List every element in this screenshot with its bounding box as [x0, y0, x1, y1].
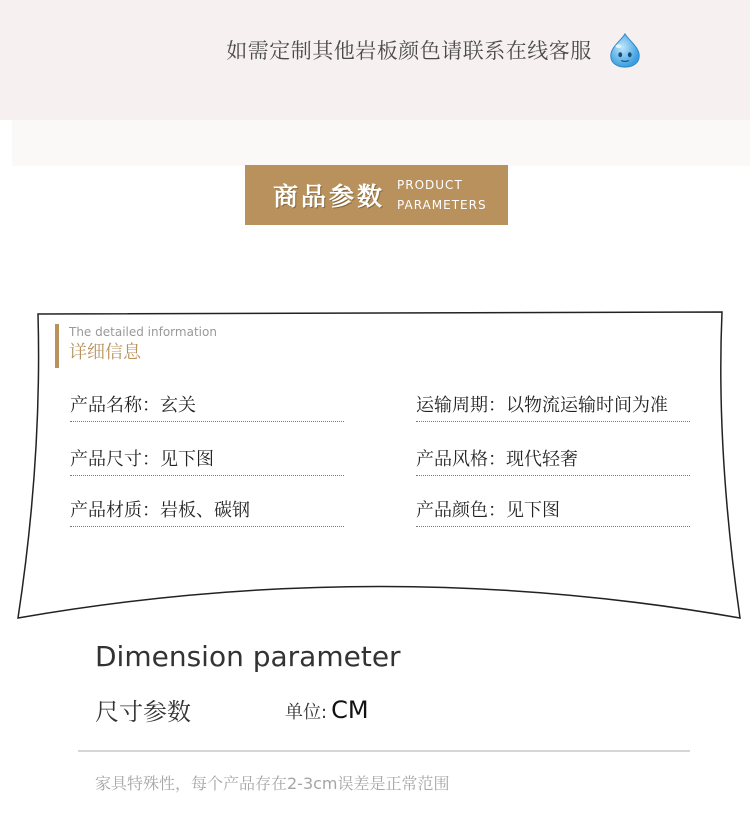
custom-color-notice — [0, 32, 750, 68]
dimension-divider — [78, 750, 690, 752]
param-label: 产品颜色： — [416, 500, 506, 521]
badge-title-en-line1: PRODUCT — [397, 178, 463, 192]
top-banner-lower — [12, 120, 750, 166]
param-value: 现代轻奢 — [506, 449, 578, 470]
param-value: 见下图 — [506, 500, 560, 521]
product-parameters-badge — [245, 165, 508, 225]
tolerance-note: 家具特殊性，每个产品存在2-3cm误差是正常范围 — [95, 774, 450, 793]
water-drop-mascot-icon — [606, 31, 644, 69]
dimension-unit — [285, 696, 369, 724]
param-label: 运输周期： — [416, 395, 506, 416]
dimension-title-en: Dimension parameter — [95, 640, 401, 673]
param-product-color — [416, 496, 690, 527]
param-shipping-period — [416, 391, 690, 422]
param-product-style — [416, 445, 690, 476]
param-value: 以物流运输时间为准 — [506, 395, 668, 416]
param-product-material — [70, 496, 344, 527]
info-card-header — [55, 324, 217, 368]
notice-text: 如需定制其他岩板颜色请联系在线客服 — [226, 39, 592, 63]
badge-title-cn: 商品参数 — [273, 182, 386, 211]
param-value: 见下图 — [160, 449, 214, 470]
info-title-cn: 详细信息 — [69, 342, 141, 363]
unit-label: 单位: — [285, 702, 328, 723]
unit-value: CM — [331, 696, 369, 724]
dimension-title-cn: 尺寸参数 — [95, 698, 191, 726]
param-product-name — [70, 391, 344, 422]
param-label: 产品尺寸： — [70, 449, 160, 470]
param-label: 产品风格： — [416, 449, 506, 470]
param-value: 玄关 — [160, 395, 196, 416]
badge-title-en-line2: PARAMETERS — [397, 198, 487, 212]
info-subtitle-en: The detailed information — [69, 325, 217, 339]
badge-title-en — [397, 175, 487, 215]
param-label: 产品材质： — [70, 500, 160, 521]
param-product-size — [70, 445, 344, 476]
param-value: 岩板、碳钢 — [160, 500, 250, 521]
param-label: 产品名称： — [70, 395, 160, 416]
